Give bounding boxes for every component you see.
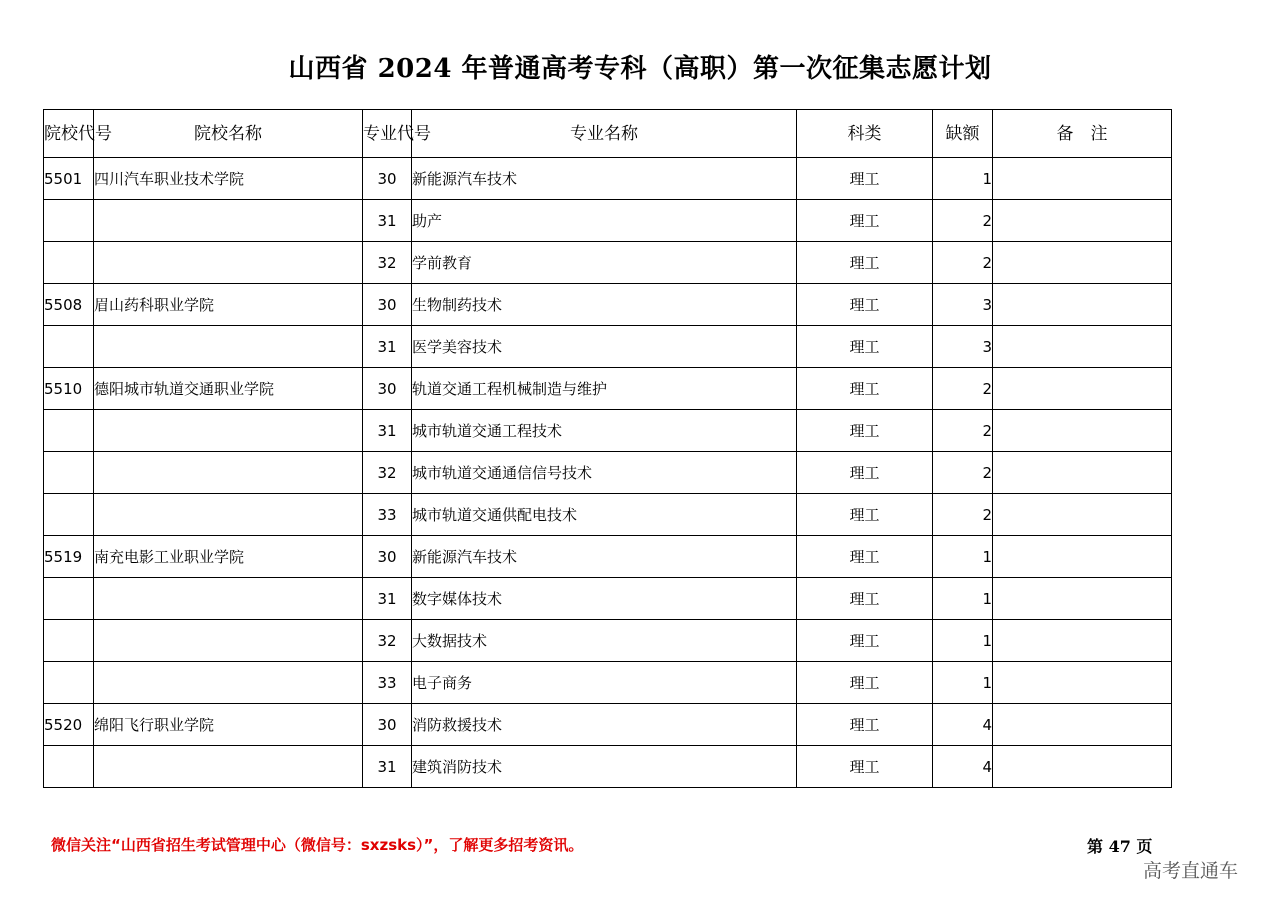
- school-name-cell: [94, 494, 363, 536]
- remark-cell: [993, 662, 1172, 704]
- school-name-cell: [94, 242, 363, 284]
- subject-cell: 理工: [797, 704, 933, 746]
- table-row: [44, 662, 1172, 704]
- page-number: 第 47 页: [1087, 837, 1153, 856]
- table-body: [44, 158, 1172, 788]
- school-code-cell: [44, 662, 94, 704]
- enrollment-plan-table: [43, 109, 1172, 788]
- vacancy-cell: 1: [933, 620, 993, 662]
- major-name-cell: 城市轨道交通供配电技术: [412, 494, 797, 536]
- table-row: [44, 494, 1172, 536]
- header-major-name: 专业名称: [412, 110, 797, 158]
- subject-cell: 理工: [797, 662, 933, 704]
- table-row: [44, 368, 1172, 410]
- table-row: [44, 536, 1172, 578]
- school-code-cell: [44, 410, 94, 452]
- table-row: [44, 452, 1172, 494]
- major-name-cell: 电子商务: [412, 662, 797, 704]
- school-name-cell: [94, 620, 363, 662]
- vacancy-cell: 3: [933, 326, 993, 368]
- remark-cell: [993, 494, 1172, 536]
- subject-cell: 理工: [797, 536, 933, 578]
- major-code-cell: 31: [363, 746, 412, 788]
- major-code-cell: 30: [363, 158, 412, 200]
- table-row: [44, 158, 1172, 200]
- vacancy-cell: 4: [933, 746, 993, 788]
- major-code-cell: 31: [363, 410, 412, 452]
- school-code-cell: [44, 746, 94, 788]
- header-vacancy: 缺额: [933, 110, 993, 158]
- school-name-cell: [94, 578, 363, 620]
- school-code-cell: [44, 242, 94, 284]
- major-name-cell: 城市轨道交通工程技术: [412, 410, 797, 452]
- school-code-cell: [44, 578, 94, 620]
- major-name-cell: 新能源汽车技术: [412, 158, 797, 200]
- remark-cell: [993, 200, 1172, 242]
- school-name-cell: [94, 746, 363, 788]
- vacancy-cell: 1: [933, 662, 993, 704]
- vacancy-cell: 2: [933, 200, 993, 242]
- school-name-cell: 眉山药科职业学院: [94, 284, 363, 326]
- subject-cell: 理工: [797, 326, 933, 368]
- school-code-cell: 5519: [44, 536, 94, 578]
- major-name-cell: 学前教育: [412, 242, 797, 284]
- remark-cell: [993, 746, 1172, 788]
- major-code-cell: 30: [363, 536, 412, 578]
- major-name-cell: 新能源汽车技术: [412, 536, 797, 578]
- major-code-cell: 30: [363, 284, 412, 326]
- vacancy-cell: 2: [933, 368, 993, 410]
- table-row: [44, 746, 1172, 788]
- remark-cell: [993, 158, 1172, 200]
- school-code-cell: 5501: [44, 158, 94, 200]
- vacancy-cell: 1: [933, 578, 993, 620]
- major-code-cell: 31: [363, 200, 412, 242]
- major-code-cell: 32: [363, 452, 412, 494]
- school-code-cell: 5508: [44, 284, 94, 326]
- major-name-cell: 消防救援技术: [412, 704, 797, 746]
- subject-cell: 理工: [797, 158, 933, 200]
- major-code-cell: 30: [363, 704, 412, 746]
- header-subject: 科类: [797, 110, 933, 158]
- school-code-cell: [44, 620, 94, 662]
- major-code-cell: 32: [363, 242, 412, 284]
- major-code-cell: 31: [363, 578, 412, 620]
- vacancy-cell: 1: [933, 536, 993, 578]
- school-name-cell: [94, 410, 363, 452]
- remark-cell: [993, 242, 1172, 284]
- subject-cell: 理工: [797, 410, 933, 452]
- vacancy-cell: 4: [933, 704, 993, 746]
- header-remark: 备 注: [993, 110, 1172, 158]
- major-code-cell: 33: [363, 494, 412, 536]
- subject-cell: 理工: [797, 242, 933, 284]
- major-name-cell: 建筑消防技术: [412, 746, 797, 788]
- major-name-cell: 生物制药技术: [412, 284, 797, 326]
- vacancy-cell: 2: [933, 410, 993, 452]
- table-row: [44, 578, 1172, 620]
- vacancy-cell: 1: [933, 158, 993, 200]
- school-code-cell: [44, 452, 94, 494]
- school-name-cell: [94, 200, 363, 242]
- watermark: 高考直通车: [1143, 860, 1239, 882]
- subject-cell: 理工: [797, 452, 933, 494]
- vacancy-cell: 2: [933, 452, 993, 494]
- major-name-cell: 助产: [412, 200, 797, 242]
- table-row: [44, 410, 1172, 452]
- remark-cell: [993, 704, 1172, 746]
- subject-cell: 理工: [797, 200, 933, 242]
- subject-cell: 理工: [797, 284, 933, 326]
- major-name-cell: 医学美容技术: [412, 326, 797, 368]
- major-name-cell: 城市轨道交通通信信号技术: [412, 452, 797, 494]
- school-code-cell: [44, 494, 94, 536]
- school-name-cell: 德阳城市轨道交通职业学院: [94, 368, 363, 410]
- major-name-cell: 轨道交通工程机械制造与维护: [412, 368, 797, 410]
- vacancy-cell: 3: [933, 284, 993, 326]
- subject-cell: 理工: [797, 494, 933, 536]
- subject-cell: 理工: [797, 746, 933, 788]
- subject-cell: 理工: [797, 368, 933, 410]
- remark-cell: [993, 620, 1172, 662]
- remark-cell: [993, 410, 1172, 452]
- header-school-name: 院校名称: [94, 110, 363, 158]
- school-name-cell: 绵阳飞行职业学院: [94, 704, 363, 746]
- remark-cell: [993, 326, 1172, 368]
- school-name-cell: [94, 326, 363, 368]
- subject-cell: 理工: [797, 620, 933, 662]
- table-row: [44, 284, 1172, 326]
- school-code-cell: [44, 200, 94, 242]
- school-code-cell: 5520: [44, 704, 94, 746]
- major-code-cell: 32: [363, 620, 412, 662]
- remark-cell: [993, 368, 1172, 410]
- table-row: [44, 242, 1172, 284]
- remark-cell: [993, 578, 1172, 620]
- table-row: [44, 200, 1172, 242]
- major-code-cell: 33: [363, 662, 412, 704]
- school-name-cell: 南充电影工业职业学院: [94, 536, 363, 578]
- remark-cell: [993, 536, 1172, 578]
- school-code-cell: [44, 326, 94, 368]
- table-row: [44, 620, 1172, 662]
- major-name-cell: 数字媒体技术: [412, 578, 797, 620]
- header-school-code: 院校代号: [44, 110, 94, 158]
- header-major-code: 专业代号: [363, 110, 412, 158]
- table-row: [44, 704, 1172, 746]
- school-code-cell: 5510: [44, 368, 94, 410]
- major-name-cell: 大数据技术: [412, 620, 797, 662]
- table-row: [44, 326, 1172, 368]
- page-title: 山西省 2024 年普通高考专科（高职）第一次征集志愿计划: [288, 54, 992, 84]
- subject-cell: 理工: [797, 578, 933, 620]
- major-code-cell: 31: [363, 326, 412, 368]
- table-header-row: [44, 110, 1172, 158]
- school-name-cell: [94, 452, 363, 494]
- footer-note: 微信关注“山西省招生考试管理中心（微信号：sxzsks）”，了解更多招考资讯。: [51, 836, 584, 854]
- school-name-cell: [94, 662, 363, 704]
- vacancy-cell: 2: [933, 494, 993, 536]
- school-name-cell: 四川汽车职业技术学院: [94, 158, 363, 200]
- remark-cell: [993, 452, 1172, 494]
- vacancy-cell: 2: [933, 242, 993, 284]
- remark-cell: [993, 284, 1172, 326]
- major-code-cell: 30: [363, 368, 412, 410]
